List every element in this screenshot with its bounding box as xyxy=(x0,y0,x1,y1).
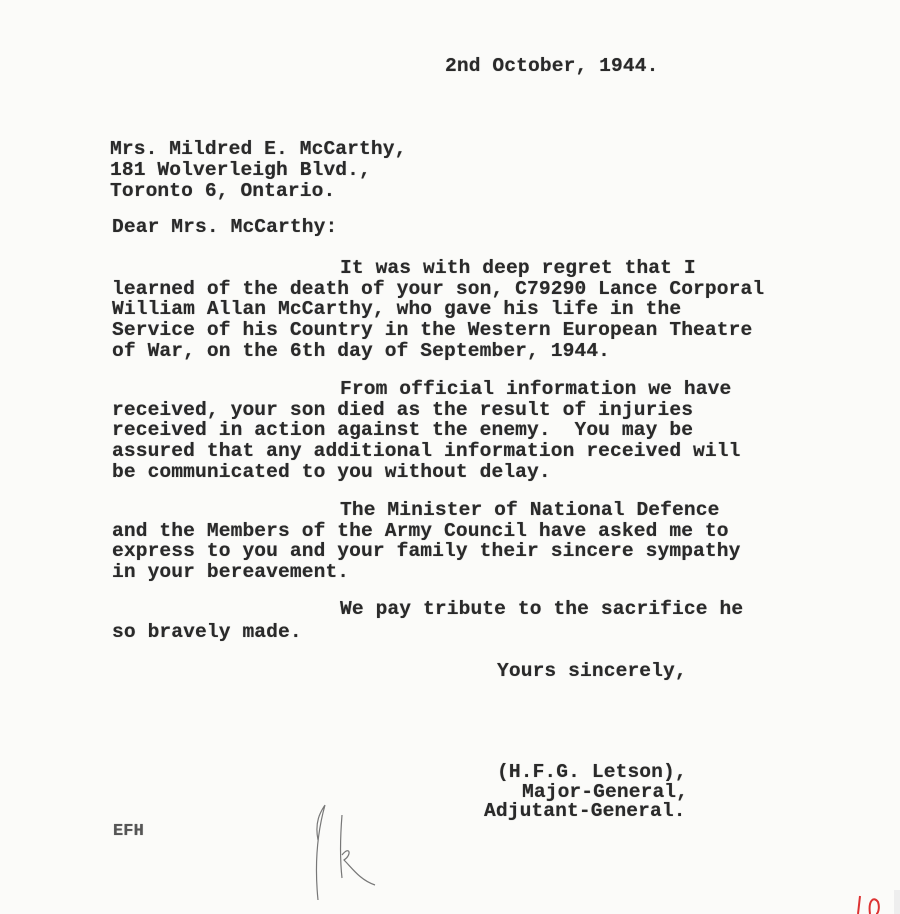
text-line: Service of his Country in the Western European Theatre xyxy=(112,319,753,342)
paragraph-condolence xyxy=(112,258,764,362)
text-line: It was with deep regret that I xyxy=(340,257,696,279)
text-line: and the Members of the Army Council have asked me to xyxy=(112,519,729,542)
red-handwritten-mark xyxy=(852,890,900,914)
text-line: learned of the death of your son, C79290 Lance Corporal xyxy=(112,277,765,300)
text-line: William Allan McCarthy, who gave his life in the xyxy=(112,298,682,321)
paragraph-sympathy xyxy=(112,500,740,583)
text-line: assured that any additional information received will xyxy=(112,440,741,463)
salutation: Dear Mrs. McCarthy: xyxy=(112,216,338,238)
text-line: express to you and your family their sincere sympathy xyxy=(112,540,741,563)
address-line: Toronto 6, Ontario. xyxy=(110,180,336,202)
text-line: We pay tribute to the sacrifice he xyxy=(340,598,744,620)
closing: Yours sincerely, xyxy=(497,660,687,682)
signatory-name: (H.F.G. Letson), xyxy=(497,761,687,783)
text-line: The Minister of National Defence xyxy=(340,499,720,521)
signatory-rank: Major-General, xyxy=(522,781,689,803)
recipient-address xyxy=(110,139,406,202)
text-line: be communicated to you without delay. xyxy=(112,460,551,483)
handwritten-initials-mark xyxy=(300,800,390,910)
letter-date: 2nd October, 1944. xyxy=(445,55,659,77)
text-line: received in action against the enemy. You may be xyxy=(112,419,694,442)
paragraph-tribute xyxy=(112,598,743,644)
signatory-title: Adjutant-General. xyxy=(484,800,686,822)
address-line: Mrs. Mildred E. McCarthy, xyxy=(110,138,407,160)
paragraph-information xyxy=(112,379,740,483)
text-line: so bravely made. xyxy=(112,621,302,643)
text-line: in your bereavement. xyxy=(112,561,350,584)
text-line: From official information we have xyxy=(340,378,732,400)
text-line: received, your son died as the result of injuries xyxy=(112,398,694,421)
address-line: 181 Wolverleigh Blvd., xyxy=(110,159,371,181)
typist-initials: EFH xyxy=(113,822,144,841)
text-line: of War, on the 6th day of September, 1944. xyxy=(112,339,611,362)
